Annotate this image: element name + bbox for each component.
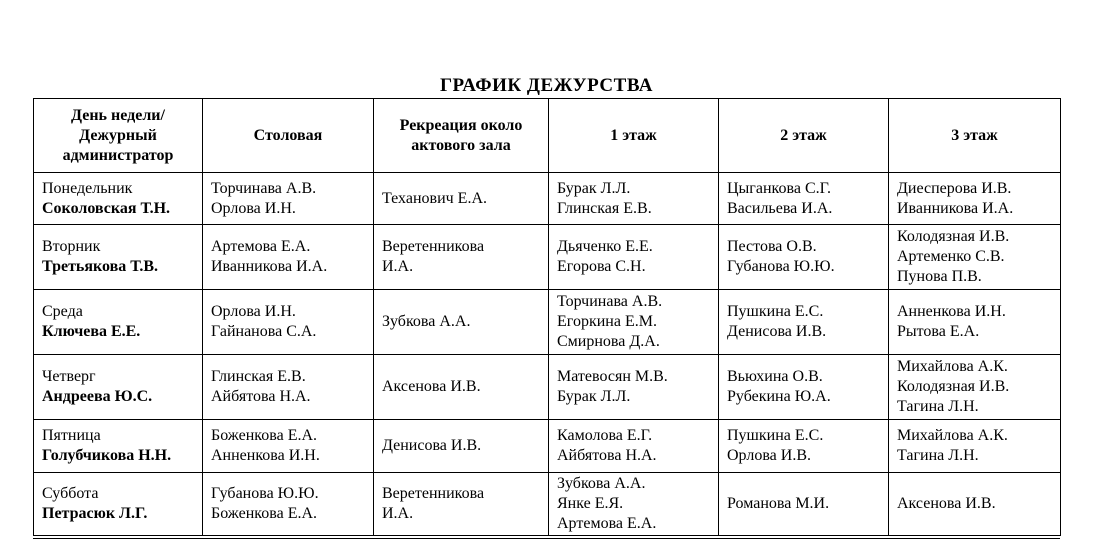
floor-2-cell xyxy=(719,355,889,420)
person-name: Торчинава А.В. xyxy=(557,293,663,310)
rekreaciya-cell xyxy=(374,290,549,355)
table-row xyxy=(34,225,1061,290)
person-name: Пестова О.В. xyxy=(727,238,817,255)
stolovaya-cell xyxy=(203,173,374,225)
person-name: Губанова Ю.Ю. xyxy=(211,485,319,502)
floor-2-cell xyxy=(719,473,889,536)
floor-3-cell xyxy=(889,173,1061,225)
person-name: Денисова И.В. xyxy=(727,323,827,340)
header-floor-3: 3 этаж xyxy=(889,99,1061,173)
person-name: Колодязная И.В. xyxy=(897,228,1010,245)
day-name: Вторник xyxy=(42,238,101,255)
person-name: Пушкина Е.С. xyxy=(727,427,824,444)
person-name: Боженкова Е.А. xyxy=(211,427,318,444)
floor-1-cell xyxy=(549,473,719,536)
rekreaciya-cell xyxy=(374,473,549,536)
admin-name: Третьякова Т.В. xyxy=(42,258,159,275)
day-admin-cell xyxy=(34,225,203,290)
person-name: Диесперова И.В. xyxy=(897,179,1012,197)
day-name: Среда xyxy=(42,303,83,320)
person-name: Иванникова И.А. xyxy=(897,199,1014,217)
person-name: Егорова С.Н. xyxy=(557,258,646,275)
person-name: Романова М.И. xyxy=(727,495,830,512)
person-name: Янке Е.Я. xyxy=(557,495,624,512)
person-name: Иванникова И.А. xyxy=(211,258,328,275)
person-name: Губанова Ю.Ю. xyxy=(727,258,835,275)
floor-1-cell xyxy=(549,173,719,225)
person-name: Цыганкова С.Г. xyxy=(727,179,832,197)
person-name: Артемова Е.А. xyxy=(557,515,657,532)
floor-2-cell xyxy=(719,290,889,355)
admin-name: Соколовская Т.Н. xyxy=(42,199,171,217)
person-name: Камолова Е.Г. xyxy=(557,427,653,444)
floor-1-cell xyxy=(549,225,719,290)
person-name: Гайнанова С.А. xyxy=(211,323,317,340)
person-name: Артемова Е.А. xyxy=(211,238,311,255)
rekreaciya-cell xyxy=(374,355,549,420)
person-name: Айбятова Н.А. xyxy=(211,388,311,405)
person-name: Теханович Е.А. xyxy=(382,189,487,207)
header-stolovaya: Столовая xyxy=(203,99,374,173)
person-name: Анненкова И.Н. xyxy=(897,303,1006,320)
person-name: Аксенова И.В. xyxy=(382,378,481,395)
stolovaya-cell xyxy=(203,290,374,355)
stolovaya-cell xyxy=(203,420,374,473)
person-name: Денисова И.В. xyxy=(382,437,482,454)
person-name: Аксенова И.В. xyxy=(897,495,996,512)
person-name: Глинская Е.В. xyxy=(211,368,306,385)
floor-2-cell xyxy=(719,173,889,225)
day-admin-cell xyxy=(34,355,203,420)
person-name: Пушкина Е.С. xyxy=(727,303,824,320)
day-name: Понедельник xyxy=(42,179,133,197)
rekreaciya-cell xyxy=(374,225,549,290)
day-name: Пятница xyxy=(42,427,101,444)
table-row xyxy=(34,173,1061,225)
stolovaya-cell xyxy=(203,473,374,536)
table-row xyxy=(34,290,1061,355)
admin-name: Ключева Е.Е. xyxy=(42,323,141,340)
duty-schedule-table xyxy=(33,98,1061,536)
person-name: И.А. xyxy=(382,258,414,275)
floor-1-cell xyxy=(549,290,719,355)
person-name: Колодязная И.В. xyxy=(897,378,1010,395)
person-name: Бурак Л.Л. xyxy=(557,179,631,197)
floor-3-cell xyxy=(889,355,1061,420)
person-name: Егоркина Е.М. xyxy=(557,313,657,330)
person-name: Глинская Е.В. xyxy=(557,199,652,217)
day-admin-cell xyxy=(34,290,203,355)
person-name: Дьяченко Е.Е. xyxy=(557,238,653,255)
admin-name: Андреева Ю.С. xyxy=(42,388,153,405)
person-name: Зубкова А.А. xyxy=(557,475,646,492)
admin-name: Голубчикова Н.Н. xyxy=(42,447,172,464)
header-day-admin: День недели/ Дежурный администратор xyxy=(34,99,203,173)
header-row xyxy=(34,99,1061,173)
floor-3-cell xyxy=(889,225,1061,290)
header-floor-2: 2 этаж xyxy=(719,99,889,173)
person-name: Тагина Л.Н. xyxy=(897,398,979,415)
person-name: Смирнова Д.А. xyxy=(557,333,660,350)
person-name: Торчинава А.В. xyxy=(211,179,317,197)
table-row xyxy=(34,473,1061,536)
person-name: Орлова И.Н. xyxy=(211,303,296,320)
stolovaya-cell xyxy=(203,225,374,290)
person-name: Рубекина Ю.А. xyxy=(727,388,831,405)
person-name: Артеменко С.В. xyxy=(897,248,1005,265)
person-name: Орлова И.Н. xyxy=(211,199,296,217)
day-admin-cell xyxy=(34,473,203,536)
person-name: Матевосян М.В. xyxy=(557,368,668,385)
person-name: Орлова И.В. xyxy=(727,447,811,464)
person-name: Зубкова А.А. xyxy=(382,313,471,330)
person-name: Михайлова А.К. xyxy=(897,358,1008,375)
person-name: Тагина Л.Н. xyxy=(897,447,979,464)
floor-1-cell xyxy=(549,355,719,420)
person-name: Айбятова Н.А. xyxy=(557,447,657,464)
person-name: Михайлова А.К. xyxy=(897,427,1008,444)
admin-name: Петрасюк Л.Г. xyxy=(42,505,148,522)
person-name: Анненкова И.Н. xyxy=(211,447,320,464)
day-admin-cell xyxy=(34,173,203,225)
day-admin-cell xyxy=(34,420,203,473)
day-name: Четверг xyxy=(42,368,96,385)
rekreaciya-cell xyxy=(374,173,549,225)
table-row xyxy=(34,355,1061,420)
header-rekreaciya: Рекреация около актового зала xyxy=(374,99,549,173)
person-name: Боженкова Е.А. xyxy=(211,505,318,522)
floor-3-cell xyxy=(889,420,1061,473)
person-name: Васильева И.А. xyxy=(727,199,833,217)
stolovaya-cell xyxy=(203,355,374,420)
floor-2-cell xyxy=(719,225,889,290)
table-row xyxy=(34,420,1061,473)
floor-1-cell xyxy=(549,420,719,473)
floor-3-cell xyxy=(889,290,1061,355)
day-name: Суббота xyxy=(42,485,99,502)
person-name: Веретенникова xyxy=(382,485,485,502)
header-floor-1: 1 этаж xyxy=(549,99,719,173)
floor-3-cell xyxy=(889,473,1061,536)
person-name: Бурак Л.Л. xyxy=(557,388,631,405)
schedule-title: ГРАФИК ДЕЖУРСТВА xyxy=(439,75,654,96)
person-name: И.А. xyxy=(382,505,414,522)
rekreaciya-cell xyxy=(374,420,549,473)
floor-2-cell xyxy=(719,420,889,473)
person-name: Веретенникова xyxy=(382,238,485,255)
person-name: Рытова Е.А. xyxy=(897,323,980,340)
person-name: Вьюхина О.В. xyxy=(727,368,823,385)
person-name: Пунова П.В. xyxy=(897,268,982,285)
page-bottom-rule xyxy=(33,538,1060,539)
